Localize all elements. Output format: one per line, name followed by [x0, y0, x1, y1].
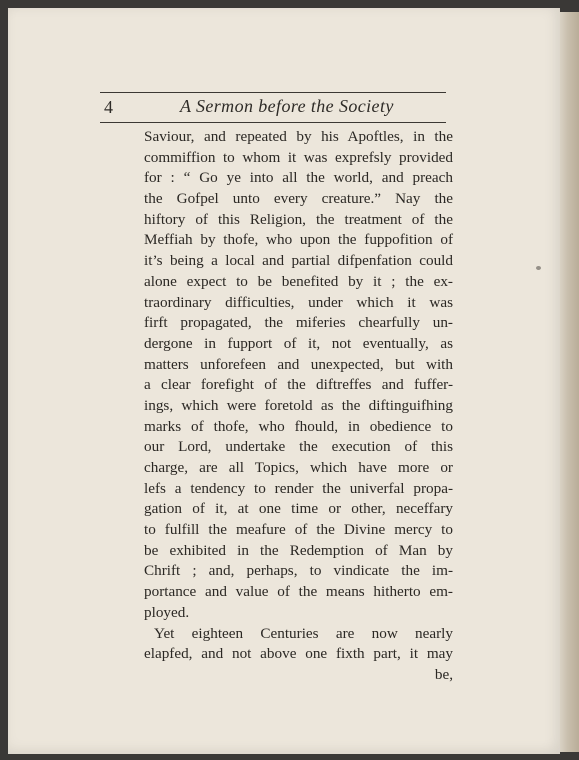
- catchword: be,: [434, 665, 453, 683]
- text-line: alone expect to be benefited by it ; the ex-: [144, 272, 453, 290]
- text-line: marks of thofe, who fhould, in obedience to: [144, 417, 453, 435]
- page-number: 4: [104, 97, 113, 117]
- text-line: a clear forefight of the diftreffes and fuffer-: [144, 376, 453, 394]
- header-rule-top: [100, 92, 446, 93]
- text-line: Chrift ; and, perhaps, to vindicate the im-: [144, 562, 453, 580]
- text-line: ployed.: [144, 603, 190, 621]
- text-line: Meffiah by thofe, who upon the fuppofition of: [144, 231, 453, 249]
- text-line: matters unforefeen and unexpected, but with: [144, 355, 453, 373]
- text-line: gation of it, at one time or other, neceffary: [144, 500, 453, 518]
- text-line: Yet eighteen Centuries are now nearly: [154, 624, 453, 642]
- text-line: portance and value of the means hitherto em-: [144, 583, 453, 601]
- margin-speck: [536, 266, 541, 270]
- text-line: lefs a tendency to render the univerfal propa-: [144, 479, 453, 497]
- text-line: for : “ Go ye into all the world, and preach: [144, 169, 453, 187]
- text-line: hiftory of this Religion, the treatment of the: [144, 210, 453, 228]
- text-line: be exhibited in the Redemption of Man by: [144, 541, 453, 559]
- text-line: commiffion to whom it was exprefsly provided: [144, 148, 453, 166]
- text-line: ings, which were foretold as the diftinguifhing: [144, 396, 453, 414]
- running-title: A Sermon before the Society: [180, 96, 394, 116]
- running-head: [104, 96, 444, 120]
- text-line: dergone in fupport of it, not eventually, as: [144, 334, 453, 352]
- text-line: our Lord, undertake the execution of this: [144, 438, 453, 456]
- text-line: Saviour, and repeated by his Apoftles, in the: [144, 128, 453, 145]
- body-text: [144, 127, 453, 686]
- text-line: to fulfill the meafure of the Divine mercy to: [144, 521, 453, 539]
- text-line: it’s being a local and partial difpenfation could: [144, 252, 453, 270]
- text-line: elapfed, and not above one fixth part, it may: [144, 645, 453, 663]
- book-page: [8, 8, 560, 754]
- header-rule-bottom: [100, 122, 446, 123]
- text-line: traordinary difficulties, under which it was: [144, 293, 453, 311]
- page-edge: [560, 12, 579, 752]
- text-line: the Gofpel unto every creature.” Nay the: [144, 190, 453, 208]
- text-line: firft propagated, the miferies chearfully un-: [144, 314, 453, 332]
- text-line: charge, are all Topics, which have more or: [144, 459, 453, 476]
